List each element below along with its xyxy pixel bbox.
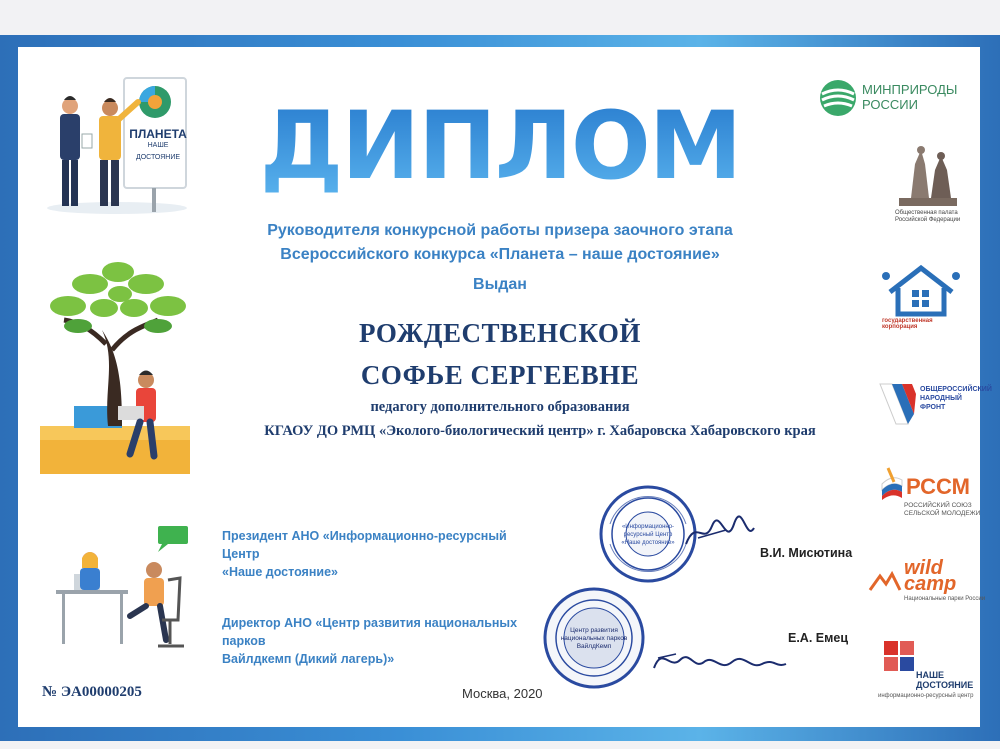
onf-line-3: ФРОНТ [920, 404, 946, 411]
stamp-2-text-a: Центр развития [570, 627, 618, 634]
palata-line-1: Общественная палата [895, 210, 958, 216]
minprirody-logo-text [862, 82, 957, 112]
onf-logo-text-block [920, 385, 992, 412]
stamp-2 [542, 586, 646, 690]
signature-1-title-line-2: «Наше достояние» [222, 565, 338, 579]
minprirody-line-2: РОССИИ [862, 97, 918, 112]
issued-label: Выдан [473, 276, 527, 293]
onf-line-1: ОБЩЕРОССИЙСКИЙ [920, 386, 992, 393]
minprirody-logo-icon [818, 78, 858, 118]
rssm-flag-icon [878, 464, 906, 500]
stamp-1-text-a: «Информационно- [621, 524, 675, 530]
signature-1-scribble [680, 508, 760, 558]
planeta-line-2: НАШЕ ДОСТОЯНИЕ [135, 142, 181, 161]
wildcamp-logo-subtext: Национальные парки России [904, 596, 986, 602]
rssm-line-1: РОССИЙСКИЙ СОЮЗ [904, 502, 972, 509]
signature-1-name: В.И. Мисютина [760, 546, 853, 560]
stamp-1-text-b: ресурсный Центр [623, 532, 673, 538]
stamp-2-text-b: национальных парков [560, 635, 628, 642]
subtitle-line-2: Всероссийского конкурса «Планета – наше достояние» [280, 246, 720, 263]
nashe-line-2: ДОСТОЯНИЕ [916, 680, 974, 690]
corporation-logo-text: государственная корпорация [882, 318, 933, 330]
diploma-number: № ЭА00000205 [42, 684, 142, 700]
nashe-dostoyanie-text [916, 670, 973, 690]
recipient-name: СОФЬЕ СЕРГЕЕВНЕ [360, 360, 640, 390]
onf-line-2: НАРОДНЫЙ [920, 395, 962, 402]
place-date: Москва, 2020 [462, 686, 543, 701]
planeta-logo-text [128, 128, 188, 164]
wildcamp-mountain-icon [868, 570, 902, 592]
stamp-1-text-c: «Наше достояние» [621, 540, 675, 546]
wildcamp-logo-text [904, 557, 957, 595]
wildcamp-line-1: wild [904, 557, 943, 579]
recipient-surname: РОЖДЕСТВЕНСКОЙ [359, 318, 641, 348]
recipient-organization: КГАОУ ДО РМЦ «Эколого-биологический центр» г. Хабаровска Хабаровского края [264, 423, 816, 439]
signature-2-title [222, 614, 542, 668]
stamp-2-text-c: ВайлдКемп [576, 643, 612, 650]
rssm-logo-text [904, 502, 980, 518]
planeta-line-1: ПЛАНЕТА [129, 127, 187, 141]
recipient-position: педагогу дополнительного образования [370, 399, 630, 415]
wildcamp-line-2: camp [904, 573, 957, 595]
nashe-dostoyanie-icon [884, 641, 914, 671]
signature-1-title [222, 527, 542, 581]
signature-1-title-line-1: Президент АНО «Информационно-ресурсный Центр [222, 529, 507, 561]
diploma-title: ДИПЛОМ [0, 100, 1000, 194]
palata-logo-text [895, 210, 965, 224]
signature-2-title-line-2: Вайлдкемп (Дикий лагерь)» [222, 652, 395, 666]
monument-icon [895, 140, 961, 210]
nashe-dostoyanie-subtext: информационно-ресурсный центр [878, 693, 974, 699]
onf-flag-icon [878, 380, 918, 430]
palata-line-2: Российской Федерации [895, 217, 961, 223]
rssm-logo-abbr: РССМ [906, 474, 970, 499]
subtitle-line-1: Руководителя конкурсной работы призера заочного этапа [267, 222, 733, 239]
tree-illustration [38, 250, 198, 474]
signature-2-title-line-1: Директор АНО «Центр развития национальных парков [222, 616, 518, 648]
office-illustration [50, 520, 200, 655]
nashe-line-1: НАШЕ [916, 670, 945, 680]
signature-2-name: Е.А. Емец [788, 631, 849, 645]
rssm-line-2: СЕЛЬСКОЙ МОЛОДЕЖИ [904, 510, 981, 517]
signature-2-scribble [650, 640, 790, 680]
minprirody-line-1: МИНПРИРОДЫ [862, 82, 958, 97]
